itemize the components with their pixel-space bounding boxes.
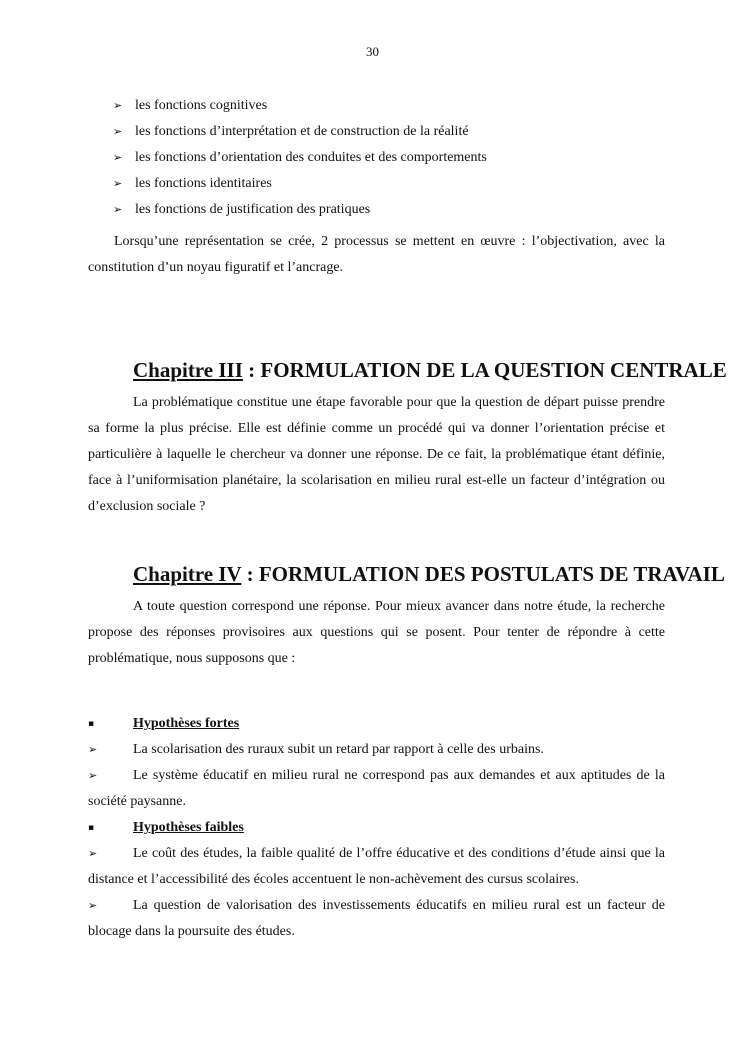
chapter-4-title: : FORMULATION DES POSTULATS DE TRAVAIL [241, 562, 725, 586]
chapter-3-heading [133, 360, 727, 380]
list-item-text: les fonctions identitaires [135, 176, 272, 191]
chapter-4-heading [133, 564, 725, 584]
arrow-bullet-icon: ➢ [88, 847, 98, 860]
square-bullet-icon: ▪ [88, 823, 95, 833]
list-item [113, 200, 487, 226]
arrow-bullet-icon: ➢ [113, 203, 123, 216]
arrow-bullet-icon: ➢ [88, 743, 98, 756]
arrow-bullet-icon: ➢ [88, 899, 98, 912]
list-item [113, 96, 487, 122]
chapter-3-paragraph: La problématique constitue une étape favorable pour que la question de départ puisse prendre sa forme la plus précise. Elle est définie comme un procédé qui va donner l’orientation précise et particulière à laquelle le chercheur va donner une réponse. De ce fait, la problématique étant définie, face à l’uniformisation planétaire, la scolarisation en milieu rural est-elle un facteur d’intégration ou d’exclusion sociale ? [88, 395, 665, 514]
list-item-text: les fonctions d’orientation des conduites et des comportements [135, 150, 487, 165]
weak-hypotheses-heading-row [88, 815, 665, 841]
arrow-bullet-icon: ➢ [88, 769, 98, 782]
weak-hypotheses-heading: Hypothèses faibles [133, 820, 244, 835]
square-bullet-icon: ▪ [88, 719, 95, 729]
intro-paragraph: Lorsqu’une représentation se crée, 2 processus se mettent en œuvre : l’objectivation, avec la constitution d’un noyau figuratif et l’ancrage. [88, 234, 665, 275]
list-item [113, 174, 487, 200]
list-item [88, 763, 665, 815]
list-item-text: les fonctions de justification des pratiques [135, 202, 371, 217]
hypothesis-text: Le coût des études, la faible qualité de l’offre éducative et des conditions d’étude ainsi que la distance et l’accessibilité des écoles accentuent le non-achèvement des cursus scolaires. [88, 846, 665, 887]
arrow-bullet-icon: ➢ [113, 151, 123, 164]
chapter-3-label: Chapitre III [133, 358, 243, 382]
hypotheses-section [88, 711, 665, 945]
chapter-4-paragraph: A toute question correspond une réponse. Pour mieux avancer dans notre étude, la recherche propose des réponses provisoires aux questions qui se posent. Pour tenter de répondre à cette problématique, nous supposons que : [88, 599, 665, 666]
chapter-3-title: : FORMULATION DE LA QUESTION CENTRALE [242, 358, 727, 382]
chapter-4-label: Chapitre IV [133, 562, 242, 586]
list-item-text: les fonctions d’interprétation et de construction de la réalité [135, 124, 469, 139]
list-item [113, 148, 487, 174]
strong-hypotheses-heading-row [88, 711, 665, 737]
hypothesis-text: Le système éducatif en milieu rural ne correspond pas aux demandes et aux aptitudes de la société paysanne. [88, 768, 665, 809]
list-item [88, 841, 665, 893]
intro-bullet-list [113, 96, 487, 226]
arrow-bullet-icon: ➢ [113, 99, 123, 112]
strong-hypotheses-heading: Hypothèses fortes [133, 716, 240, 731]
page-number: 30 [366, 44, 379, 59]
list-item [113, 122, 487, 148]
hypothesis-text: La question de valorisation des investissements éducatifs en milieu rural est un facteur de blocage dans la poursuite des études. [88, 898, 665, 939]
list-item [88, 737, 665, 763]
list-item [88, 893, 665, 945]
arrow-bullet-icon: ➢ [113, 177, 123, 190]
list-item-text: les fonctions cognitives [135, 98, 268, 113]
hypothesis-text: La scolarisation des ruraux subit un retard par rapport à celle des urbains. [133, 742, 544, 757]
arrow-bullet-icon: ➢ [113, 125, 123, 138]
